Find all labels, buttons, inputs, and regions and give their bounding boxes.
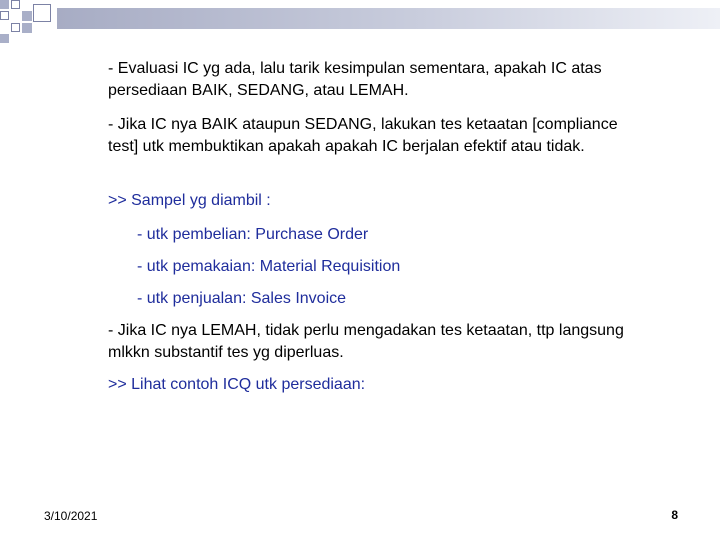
sample-item-sales: - utk penjualan: Sales Invoice bbox=[137, 290, 347, 307]
decor-square bbox=[22, 11, 32, 21]
decor-square bbox=[11, 0, 20, 9]
sample-item-purchase: - utk pembelian: Purchase Order bbox=[137, 226, 369, 243]
footer-date: 3/10/2021 bbox=[44, 509, 98, 523]
header-decoration bbox=[0, 0, 720, 60]
decor-square bbox=[22, 23, 32, 33]
paragraph-compliance-test: - Jika IC nya BAIK ataupun SEDANG, lakukan tes ketaatan [compliance test] utk membuktikan apakah apakah IC berjalan efektif atau tidak. bbox=[108, 116, 618, 155]
paragraph-evaluasi: - Evaluasi IC yg ada, lalu tarik kesimpulan sementara, apakah IC atas persediaan BAIK, SEDANG, atau LEMAH. bbox=[108, 60, 602, 99]
sample-item-material: - utk pemakaian: Material Requisition bbox=[137, 258, 401, 275]
samples-heading: >> Sampel yg diambil : bbox=[108, 192, 271, 209]
header-gradient-bar bbox=[57, 8, 720, 29]
paragraph-lemah: - Jika IC nya LEMAH, tidak perlu mengadakan tes ketaatan, ttp langsung mlkkn substantif tes yg diperluas. bbox=[108, 322, 624, 361]
page-number: 8 bbox=[671, 508, 678, 522]
decor-square bbox=[0, 0, 9, 9]
decor-square bbox=[0, 11, 9, 20]
decor-square bbox=[11, 23, 20, 32]
decor-square bbox=[33, 4, 51, 22]
icq-example-link: >> Lihat contoh ICQ utk persediaan: bbox=[108, 376, 366, 393]
decor-square bbox=[0, 34, 9, 43]
